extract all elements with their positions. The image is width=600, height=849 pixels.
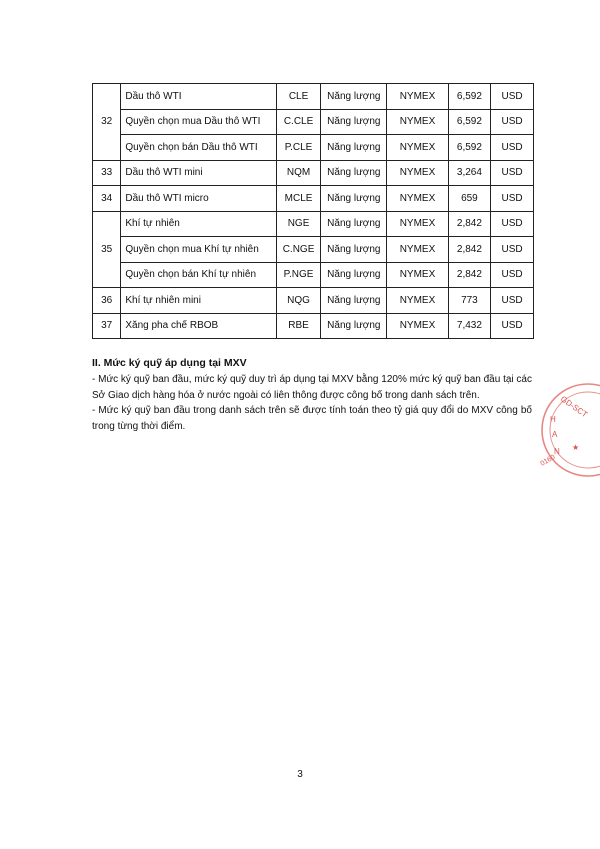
stamp-fragment: H bbox=[550, 415, 556, 424]
margin-amount: 773 bbox=[448, 288, 490, 314]
margin-amount: 7,432 bbox=[448, 313, 490, 339]
product-group: Năng lượng bbox=[321, 288, 387, 314]
product-group: Năng lượng bbox=[321, 135, 387, 161]
table-row bbox=[93, 313, 534, 339]
product-group: Năng lượng bbox=[321, 160, 387, 186]
product-code: NGE bbox=[276, 211, 321, 237]
currency: USD bbox=[491, 160, 534, 186]
exchange: NYMEX bbox=[387, 186, 449, 212]
row-number: 33 bbox=[93, 160, 121, 186]
margin-amount: 6,592 bbox=[448, 109, 490, 135]
product-name: Quyền chọn bán Khí tự nhiên bbox=[121, 262, 276, 288]
currency: USD bbox=[491, 211, 534, 237]
table-row bbox=[93, 211, 534, 237]
product-name: Quyền chọn mua Dầu thô WTI bbox=[121, 109, 276, 135]
product-name: Dầu thô WTI micro bbox=[121, 186, 276, 212]
table-row bbox=[93, 84, 534, 110]
section-paragraph: - Mức ký quỹ ban đầu trong danh sách trên sẽ được tính toán theo tỷ giá quy đổi do MXV công bố trong từng thời điểm. bbox=[92, 405, 532, 432]
product-group: Năng lượng bbox=[321, 84, 387, 110]
exchange: NYMEX bbox=[387, 313, 449, 339]
section-mxv-margin bbox=[92, 357, 532, 434]
row-number: 32 bbox=[93, 84, 121, 161]
margin-amount: 2,842 bbox=[448, 211, 490, 237]
table-row bbox=[93, 237, 534, 263]
product-code: NQM bbox=[276, 160, 321, 186]
seal-stamp-icon bbox=[520, 370, 600, 490]
product-code: RBE bbox=[276, 313, 321, 339]
currency: USD bbox=[491, 313, 534, 339]
exchange: NYMEX bbox=[387, 109, 449, 135]
product-code: MCLE bbox=[276, 186, 321, 212]
margin-amount: 6,592 bbox=[448, 84, 490, 110]
table-row bbox=[93, 160, 534, 186]
product-group: Năng lượng bbox=[321, 211, 387, 237]
exchange: NYMEX bbox=[387, 211, 449, 237]
margin-amount: 2,842 bbox=[448, 262, 490, 288]
currency: USD bbox=[491, 84, 534, 110]
product-name: Dầu thô WTI bbox=[121, 84, 276, 110]
section-paragraph: - Mức ký quỹ ban đầu, mức ký quỹ duy trì áp dụng tại MXV bằng 120% mức ký quỹ ban đầu tại các Sở Giao dịch hàng hóa ở nước ngoài có liên thông được công bố trong danh sách trên. bbox=[92, 374, 532, 401]
row-number: 37 bbox=[93, 313, 121, 339]
currency: USD bbox=[491, 288, 534, 314]
product-group: Năng lượng bbox=[321, 109, 387, 135]
exchange: NYMEX bbox=[387, 262, 449, 288]
margin-amount: 6,592 bbox=[448, 135, 490, 161]
exchange: NYMEX bbox=[387, 160, 449, 186]
table-row bbox=[93, 288, 534, 314]
margin-amount: 3,264 bbox=[448, 160, 490, 186]
product-code: CLE bbox=[276, 84, 321, 110]
table-row bbox=[93, 186, 534, 212]
product-name: Xăng pha chế RBOB bbox=[121, 313, 276, 339]
stamp-fragment: GD-SCT bbox=[558, 394, 590, 420]
product-name: Khí tự nhiên mini bbox=[121, 288, 276, 314]
product-name: Quyền chọn bán Dầu thô WTI bbox=[121, 135, 276, 161]
row-number: 36 bbox=[93, 288, 121, 314]
page-number: 3 bbox=[297, 769, 303, 780]
currency: USD bbox=[491, 135, 534, 161]
section-heading: II. Mức ký quỹ áp dụng tại MXV bbox=[92, 357, 247, 369]
product-group: Năng lượng bbox=[321, 313, 387, 339]
exchange: NYMEX bbox=[387, 237, 449, 263]
product-name: Dầu thô WTI mini bbox=[121, 160, 276, 186]
currency: USD bbox=[491, 186, 534, 212]
exchange: NYMEX bbox=[387, 288, 449, 314]
margin-amount: 2,842 bbox=[448, 237, 490, 263]
margin-amount: 659 bbox=[448, 186, 490, 212]
stamp-fragment: A bbox=[552, 430, 558, 439]
product-code: P.NGE bbox=[276, 262, 321, 288]
product-code: C.NGE bbox=[276, 237, 321, 263]
product-group: Năng lượng bbox=[321, 262, 387, 288]
exchange: NYMEX bbox=[387, 84, 449, 110]
product-code: C.CLE bbox=[276, 109, 321, 135]
stamp-fragment: N bbox=[554, 447, 560, 456]
svg-text:★: ★ bbox=[572, 443, 580, 452]
table-row bbox=[93, 109, 534, 135]
currency: USD bbox=[491, 262, 534, 288]
stamp-fragment: 0160 bbox=[539, 453, 557, 468]
product-group: Năng lượng bbox=[321, 237, 387, 263]
table-row bbox=[93, 135, 534, 161]
currency: USD bbox=[491, 237, 534, 263]
product-name: Khí tự nhiên bbox=[121, 211, 276, 237]
currency: USD bbox=[491, 109, 534, 135]
row-number: 35 bbox=[93, 211, 121, 288]
product-group: Năng lượng bbox=[321, 186, 387, 212]
row-number: 34 bbox=[93, 186, 121, 212]
margin-table bbox=[92, 83, 534, 339]
exchange: NYMEX bbox=[387, 135, 449, 161]
product-code: NQG bbox=[276, 288, 321, 314]
product-code: P.CLE bbox=[276, 135, 321, 161]
product-name: Quyền chọn mua Khí tự nhiên bbox=[121, 237, 276, 263]
table-row bbox=[93, 262, 534, 288]
